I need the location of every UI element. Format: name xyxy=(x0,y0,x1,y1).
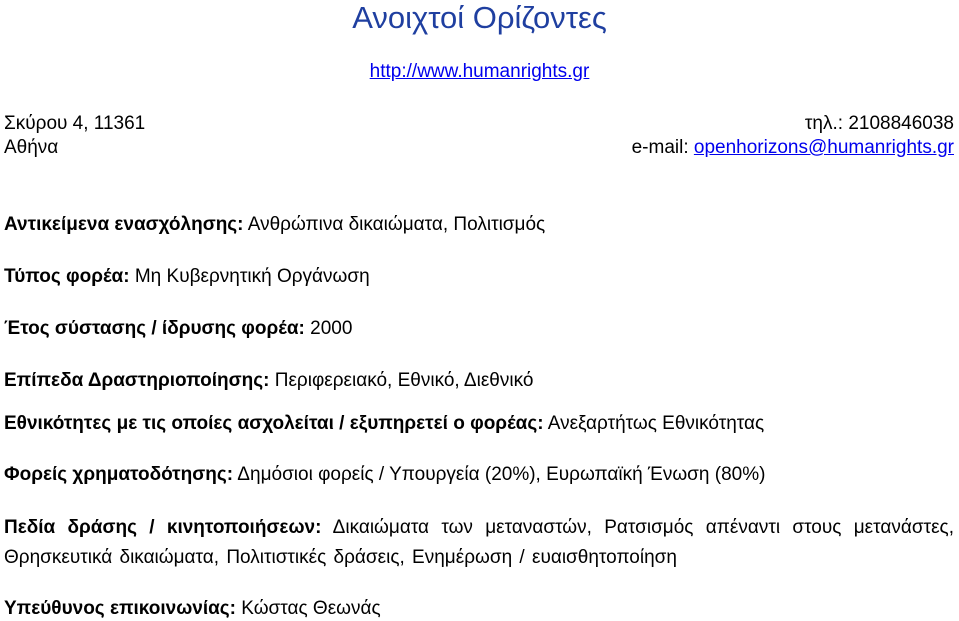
field-label: Έτος σύστασης / ίδρυσης φορέα: xyxy=(4,318,305,339)
field-action-areas xyxy=(4,513,954,573)
field-value: Ανεξαρτήτως Εθνικότητας xyxy=(543,413,765,434)
field-label: Πεδία δράσης / κινητοποιήσεων: xyxy=(4,517,322,538)
address-street: Σκύρου 4, 11361 xyxy=(4,113,146,134)
page-title: Ανοιχτοί Ορίζοντες xyxy=(352,0,607,35)
field-funding-bodies xyxy=(4,463,954,487)
field-value: Μη Κυβερνητική Οργάνωση xyxy=(129,266,370,287)
field-nationalities xyxy=(4,412,954,436)
field-label: Τύπος φορέα: xyxy=(4,266,130,287)
field-value: 2000 xyxy=(304,318,353,339)
field-label: Αντικείμενα ενασχόλησης: xyxy=(4,214,244,235)
field-label: Εθνικότητες με τις οποίες ασχολείται / εξυπηρετεί ο φορέας: xyxy=(4,413,544,434)
email-label: e-mail: xyxy=(631,137,694,158)
field-contact-person xyxy=(4,597,954,621)
field-activities xyxy=(4,213,954,237)
field-label: Επίπεδα Δραστηριοποίησης: xyxy=(4,370,270,391)
field-value: Περιφερειακό, Εθνικό, Διεθνικό xyxy=(269,370,534,391)
field-label: Φορείς χρηματοδότησης: xyxy=(4,464,234,485)
field-activity-levels xyxy=(4,369,954,393)
field-value: Κώστας Θεωνάς xyxy=(236,598,381,619)
field-value: Δικαιώματα των μεταναστών, Ρατσισμός απέναντι στους μετανάστες, Θρησκευτικά δικαιώματα, Πολιτιστικές δράσεις, Ενημέρωση / ευαισθητοποίηση xyxy=(4,517,954,568)
email-row xyxy=(632,136,954,160)
field-label: Υπεύθυνος επικοινωνίας: xyxy=(4,598,236,619)
website-link[interactable]: http://www.humanrights.gr xyxy=(369,61,590,82)
email-link[interactable]: openhorizons@humanrights.gr xyxy=(693,137,954,158)
phone-number: τηλ.: 2108846038 xyxy=(804,113,954,134)
field-organization-type xyxy=(4,265,954,289)
address-city: Αθήνα xyxy=(4,137,59,158)
field-value: Ανθρώπινα δικαιώματα, Πολιτισμός xyxy=(243,214,546,235)
field-founding-year xyxy=(4,317,954,341)
field-value: Δημόσιοι φορείς / Υπουργεία (20%), Ευρωπαϊκή Ένωση (80%) xyxy=(233,464,766,485)
